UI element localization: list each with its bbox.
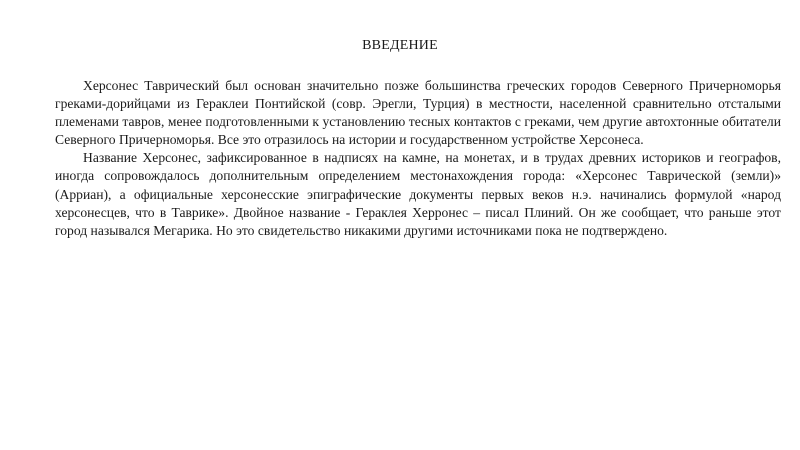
paragraph-intro: Херсонес Таврический был основан значительно позже большинства греческих городов Северного Причерноморья греками-дорийцами из Гераклеи Понтийской (совр. Эрегли, Турция) в местности, населенной сравнительно отсталыми племенами тавров, менее подготовленными к установлению тесных контактов с греками, чем другие автохтонные обитатели Северного Причерноморья. Все это отразилось на истории и государственном устройстве Херсонеса. (55, 78, 781, 148)
slide-body (55, 77, 781, 240)
slide-title: ВВЕДЕНИЕ (362, 38, 438, 53)
paragraph-name: Название Херсонес, зафиксированное в надписях на камне, на монетах, и в трудах древних историков и географов, иногда сопровождалось дополнительным определением местонахождения города: «Херсонес Таврической (земли)» (Арриан), а официальные херсонесские эпиграфические документы первых веков н.э. начинались формулой «народ херсонесцев, что в Таврике». Двойное название - Гераклея Херронес – писал Плиний. Он же сообщает, что раньше этот город назывался Мегарика. Но это свидетельство никакими другими источниками пока не подтверждено. (55, 150, 781, 238)
